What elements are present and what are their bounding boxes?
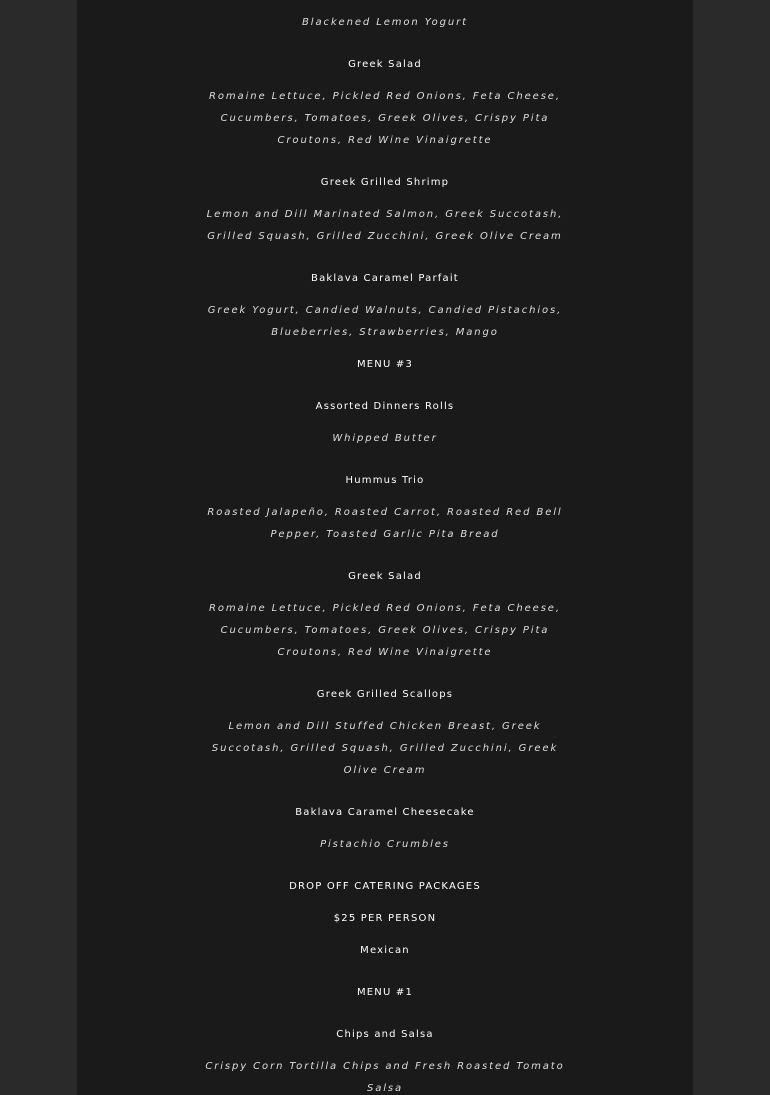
menu-item-name: Chips and Salsa <box>336 1029 434 1040</box>
item-description-line: Croutons, Red Wine Vinaigrette <box>277 647 493 658</box>
item-description-line: Pepper, Toasted Garlic Pita Bread <box>270 529 500 540</box>
item-description-line: Pistachio Crumbles <box>320 839 450 850</box>
item-description-line: Lemon and Dill Stuffed Chicken Breast, Greek <box>228 721 542 732</box>
section-heading: DROP OFF CATERING PACKAGES <box>289 881 481 892</box>
item-description-line: Greek Yogurt, Candied Walnuts, Candied Pistachios, <box>207 305 563 316</box>
item-description-line: Roasted Jalapeño, Roasted Carrot, Roasted Red Bell <box>207 507 563 518</box>
item-description-line: Cucumbers, Tomatoes, Greek Olives, Crispy Pita <box>220 625 550 636</box>
menu-item-name: Assorted Dinners Rolls <box>315 401 455 412</box>
menu-item-name: Baklava Caramel Cheesecake <box>295 807 475 818</box>
price-per-person: $25 PER PERSON <box>333 913 437 924</box>
menu-heading: MENU #1 <box>356 987 414 998</box>
cuisine-heading: Mexican <box>360 945 410 956</box>
menu-item-name: Greek Grilled Scallops <box>316 689 454 700</box>
menu-item-name: Greek Grilled Shrimp <box>320 177 450 188</box>
item-description-line: Whipped Butter <box>332 433 438 444</box>
item-description-line: Succotash, Grilled Squash, Grilled Zucchini, Greek <box>211 743 559 754</box>
item-description-line: Grilled Squash, Grilled Zucchini, Greek Olive Cream <box>207 231 563 242</box>
menu-item-name: Baklava Caramel Parfait <box>311 273 459 284</box>
menu-heading: MENU #3 <box>356 359 414 370</box>
item-description-line: Olive Cream <box>343 765 427 776</box>
item-description-line: Croutons, Red Wine Vinaigrette <box>277 135 493 146</box>
item-description-line: Blueberries, Strawberries, Mango <box>271 327 499 338</box>
menu-item-name: Hummus Trio <box>345 475 425 486</box>
menu-item-name: Greek Salad <box>348 59 422 70</box>
item-description-line: Blackened Lemon Yogurt <box>302 17 468 28</box>
item-description-line: Cucumbers, Tomatoes, Greek Olives, Crispy Pita <box>220 113 550 124</box>
menu-item-name: Greek Salad <box>348 571 422 582</box>
item-description-line: Salsa <box>366 1083 404 1094</box>
item-description-line: Lemon and Dill Marinated Salmon, Greek Succotash, <box>206 209 564 220</box>
item-description-line: Romaine Lettuce, Pickled Red Onions, Feta Cheese, <box>209 91 561 102</box>
item-description-line: Crispy Corn Tortilla Chips and Fresh Roasted Tomato <box>205 1061 565 1072</box>
item-description-line: Romaine Lettuce, Pickled Red Onions, Feta Cheese, <box>209 603 561 614</box>
